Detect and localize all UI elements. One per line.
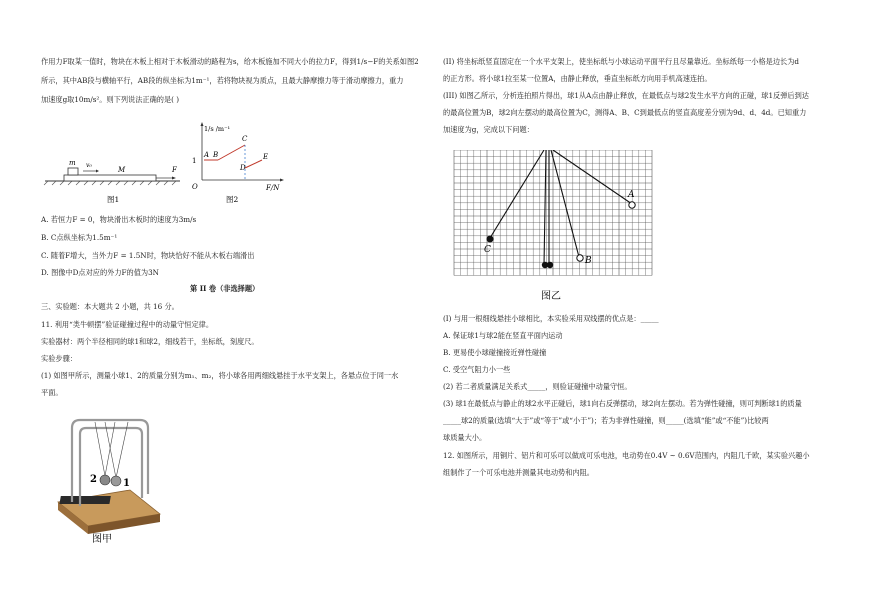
q12-line-1: 12. 如图所示，用铜片、铝片和可乐可以做成可乐电池，电动势在0.4V ~ 0.6V范围内，内阻几千欧，某实验兴趣小: [443, 451, 810, 460]
fig1-label-m: m: [69, 159, 76, 167]
option-d: D. 图像中D点对应的外力F的值为3N: [41, 268, 159, 277]
fig2-label-E: E: [263, 153, 269, 161]
q-2-line: (2) 若二者质量满足关系式_____，则验证碰撞中动量守恒。: [443, 382, 632, 391]
step-3-line-1: (III) 如图乙所示，分析连拍照片得出，球1从A点由静止释放，在最低点与球2发生水平方向的正碰，球1反弹后到达: [443, 91, 809, 100]
q-i-option-c: C. 受空气阻力小一些: [443, 365, 511, 374]
fig1-label-F: F: [172, 166, 177, 174]
section-title: 第 II 卷（非选择题）: [190, 284, 260, 293]
fig2-label-B: B: [213, 151, 219, 159]
figure-yi-grid: [452, 150, 657, 302]
q-3-line-1: (3) 球1在最低点与静止的球2水平正碰后，球1向右反弹摆动，球2向左摆动。若为弹性碰撞，则可判断球1的质量: [443, 399, 802, 408]
section-subtitle: 三、实验题：本大题共 2 小题，共 16 分。: [41, 302, 179, 311]
figure-2-graph: [190, 118, 290, 208]
step-3-line-2: 的最高位置为B，球2向左摆动的最高位置为C，测得A、B、C到最低点的竖直高度差分别为9d、d、4d。已知重力: [443, 108, 807, 117]
option-a: A. 若恒力F = 0，物块滑出木板时的速度为3m/s: [41, 215, 197, 224]
option-c: C. 随着F增大，当外力F = 1.5N时，物块恰好不能从木板右端滑出: [41, 251, 255, 260]
q-3-line-2: _____球2的质量(选填“大于”或“等于”或“小于”)；若为非弹性碰撞，则_____(选填“能”或“不能”)比较两: [443, 416, 769, 425]
photo-ball-1-label: 1: [123, 478, 130, 489]
step-2-line-1: (II) 将坐标纸竖直固定在一个水平支架上，使坐标纸与小球运动平面平行且尽量靠近。坐标纸每一小格是边长为d: [443, 57, 799, 66]
fig1-label-M: M: [118, 166, 126, 174]
q11-line-4: (1) 如图甲所示，测量小球1、2的质量分别为m₁、m₂，将小球各用两细线悬挂于水平支架上，各悬点位于同一水: [41, 371, 399, 380]
apparatus-photo: [50, 410, 170, 545]
fig2-label-C: C: [242, 135, 248, 143]
fig1-caption: 图1: [107, 195, 120, 204]
photo-caption: 图甲: [92, 534, 112, 545]
intro-line-3: 加速度g取10m/s²。则下列说法正确的是( ): [41, 95, 180, 104]
grid-label-A: A: [628, 190, 635, 200]
q-i-option-b: B. 更易使小球碰撞接近弹性碰撞: [443, 348, 547, 357]
grid-lines: [454, 150, 652, 275]
intro-line-2: 所示，其中AB段与横轴平行，AB段的纵坐标为1m⁻¹，若将物块视为质点，且最大静摩擦力等于滑动摩擦力，重力: [41, 76, 404, 85]
fig2-origin-label: O: [192, 183, 198, 191]
grid-label-C: C: [484, 245, 491, 255]
q-i-line: (I) 与用一根细线悬挂小球相比，本实验采用双线摆的优点是：_____: [443, 314, 659, 323]
q-i-option-a: A. 保证球1与球2能在竖直平面内运动: [443, 331, 563, 340]
fig2-label-A: A: [204, 151, 210, 159]
step-2-line-2: 的正方形。将小球1拉至某一位置A，由静止释放，垂直坐标纸方向用手机高速连拍。: [443, 74, 712, 83]
q11-line-3: 实验步骤：: [41, 354, 77, 363]
fig2-label-D: D: [240, 164, 246, 172]
grid-caption: 图乙: [541, 291, 561, 302]
fig2-one-label: 1: [192, 157, 197, 165]
fig2-yaxis-label: 1/s /m⁻¹: [204, 125, 231, 133]
q11-line-2: 实验器材：两个半径相同的球1和球2，细线若干，坐标纸，刻度尺。: [41, 337, 259, 346]
intro-line-1: 作用力F取某一值时，物块在木板上相对于木板滑动的路程为s，给木板施加不同大小的拉力F，得到1/s−F的关系如图2: [41, 57, 419, 66]
q11-line-1: 11. 利用“类牛顿摆”验证碰撞过程中的动量守恒定律。: [41, 320, 214, 329]
fig2-xaxis-label: F/N: [266, 184, 280, 192]
q12-line-2: 组制作了一个可乐电池并测量其电动势和内阻。: [443, 468, 594, 477]
option-b: B. C点纵坐标为1.5m⁻¹: [41, 233, 118, 242]
figure-1-diagram: [40, 150, 190, 210]
photo-ball-2-label: 2: [90, 474, 97, 485]
fig1-label-v0: v₀: [86, 162, 92, 169]
grid-label-B: B: [585, 256, 592, 266]
step-3-line-3: 加速度为g，完成以下问题：: [443, 125, 534, 134]
q-3-line-3: 球质量大小。: [443, 433, 487, 442]
q11-line-5: 平面。: [41, 388, 63, 397]
fig2-caption: 图2: [226, 195, 239, 204]
